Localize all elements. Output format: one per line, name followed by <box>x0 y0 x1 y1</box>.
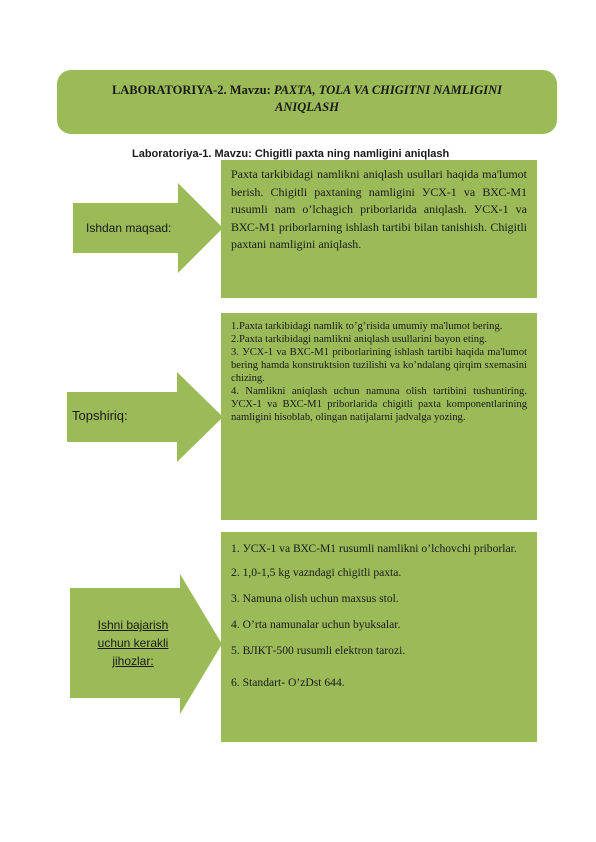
task-item: 1.Paxta tarkibidagi namlik to’g’risida umumiy ma'lumot bering. <box>231 321 503 332</box>
equipment-label-text: Ishni bajarish uchun kerakli jihozlar: <box>97 618 169 668</box>
equipment-list <box>221 532 537 707</box>
task-item: 4. Namlikni aniqlash uchun namuna olish tartibini tushuntiring. УСХ-1 va ВХС-М1 priborlarida chigitli paxta komponentlarining namligini hisoblab, olingan natijalarni jadvalga yozing. <box>231 386 527 423</box>
title-topic: PAXTA, TOLA VA CHIGITNI NAMLIGINI ANIQLASH <box>273 83 503 114</box>
equipment-item: 4. O’rta namunalar uchun byuksalar. <box>231 618 401 631</box>
task-item: 2.Paxta tarkibidagi namlikni aniqlash usullarini bayon eting. <box>231 334 487 345</box>
title-banner <box>57 70 557 134</box>
purpose-label: Ishdan maqsad: <box>86 221 172 235</box>
equipment-item: 1. УСХ-1 va ВХС-М1 rusumli namlikni o’lchovchi priborlar. <box>231 542 517 555</box>
lab-subtitle: Laboratoriya-1. Mavzu: Chigitli paxta ning namligini aniqlash <box>132 148 450 160</box>
equipment-item: 6. Standart- O’zDst 644. <box>231 676 345 689</box>
purpose-text: Paxta tarkibidagi namlikni aniqlash usullari haqida ma'lumot berish. Chigitli paxtaning namligini УСХ-1 va ВХС-М1 rusumli nam o’lchagich priborlarida aniqlash. УСХ-1 va ВХС-М1 priborlarning ishlash tartibi bilan tanishish. Chigitli paxtani namligini aniqlash. <box>231 167 527 251</box>
page-title <box>57 82 557 116</box>
equipment-box <box>221 532 537 742</box>
equipment-item: 3. Namuna olish uchun maxsus stol. <box>231 592 399 605</box>
equipment-item: 2. 1,0-1,5 kg vazndagi chigitli paxta. <box>231 566 402 579</box>
task-item: 3. УСХ-1 va ВХС-М1 priborlarining ishlash tartibi haqida ma'lumot bering hamda konstruktsion tuzilishi va ko’ndalang qirqim sxemasini chizing. <box>231 347 527 384</box>
equipment-label <box>88 616 178 670</box>
purpose-box <box>221 160 537 298</box>
task-list <box>221 313 537 430</box>
task-label: Topshiriq: <box>72 408 128 423</box>
title-prefix: LABORATORIYA-2. Mavzu: <box>111 83 274 97</box>
equipment-item: 5. ВЛКТ-500 rusumli elektron tarozi. <box>231 644 406 657</box>
task-box <box>221 313 537 520</box>
